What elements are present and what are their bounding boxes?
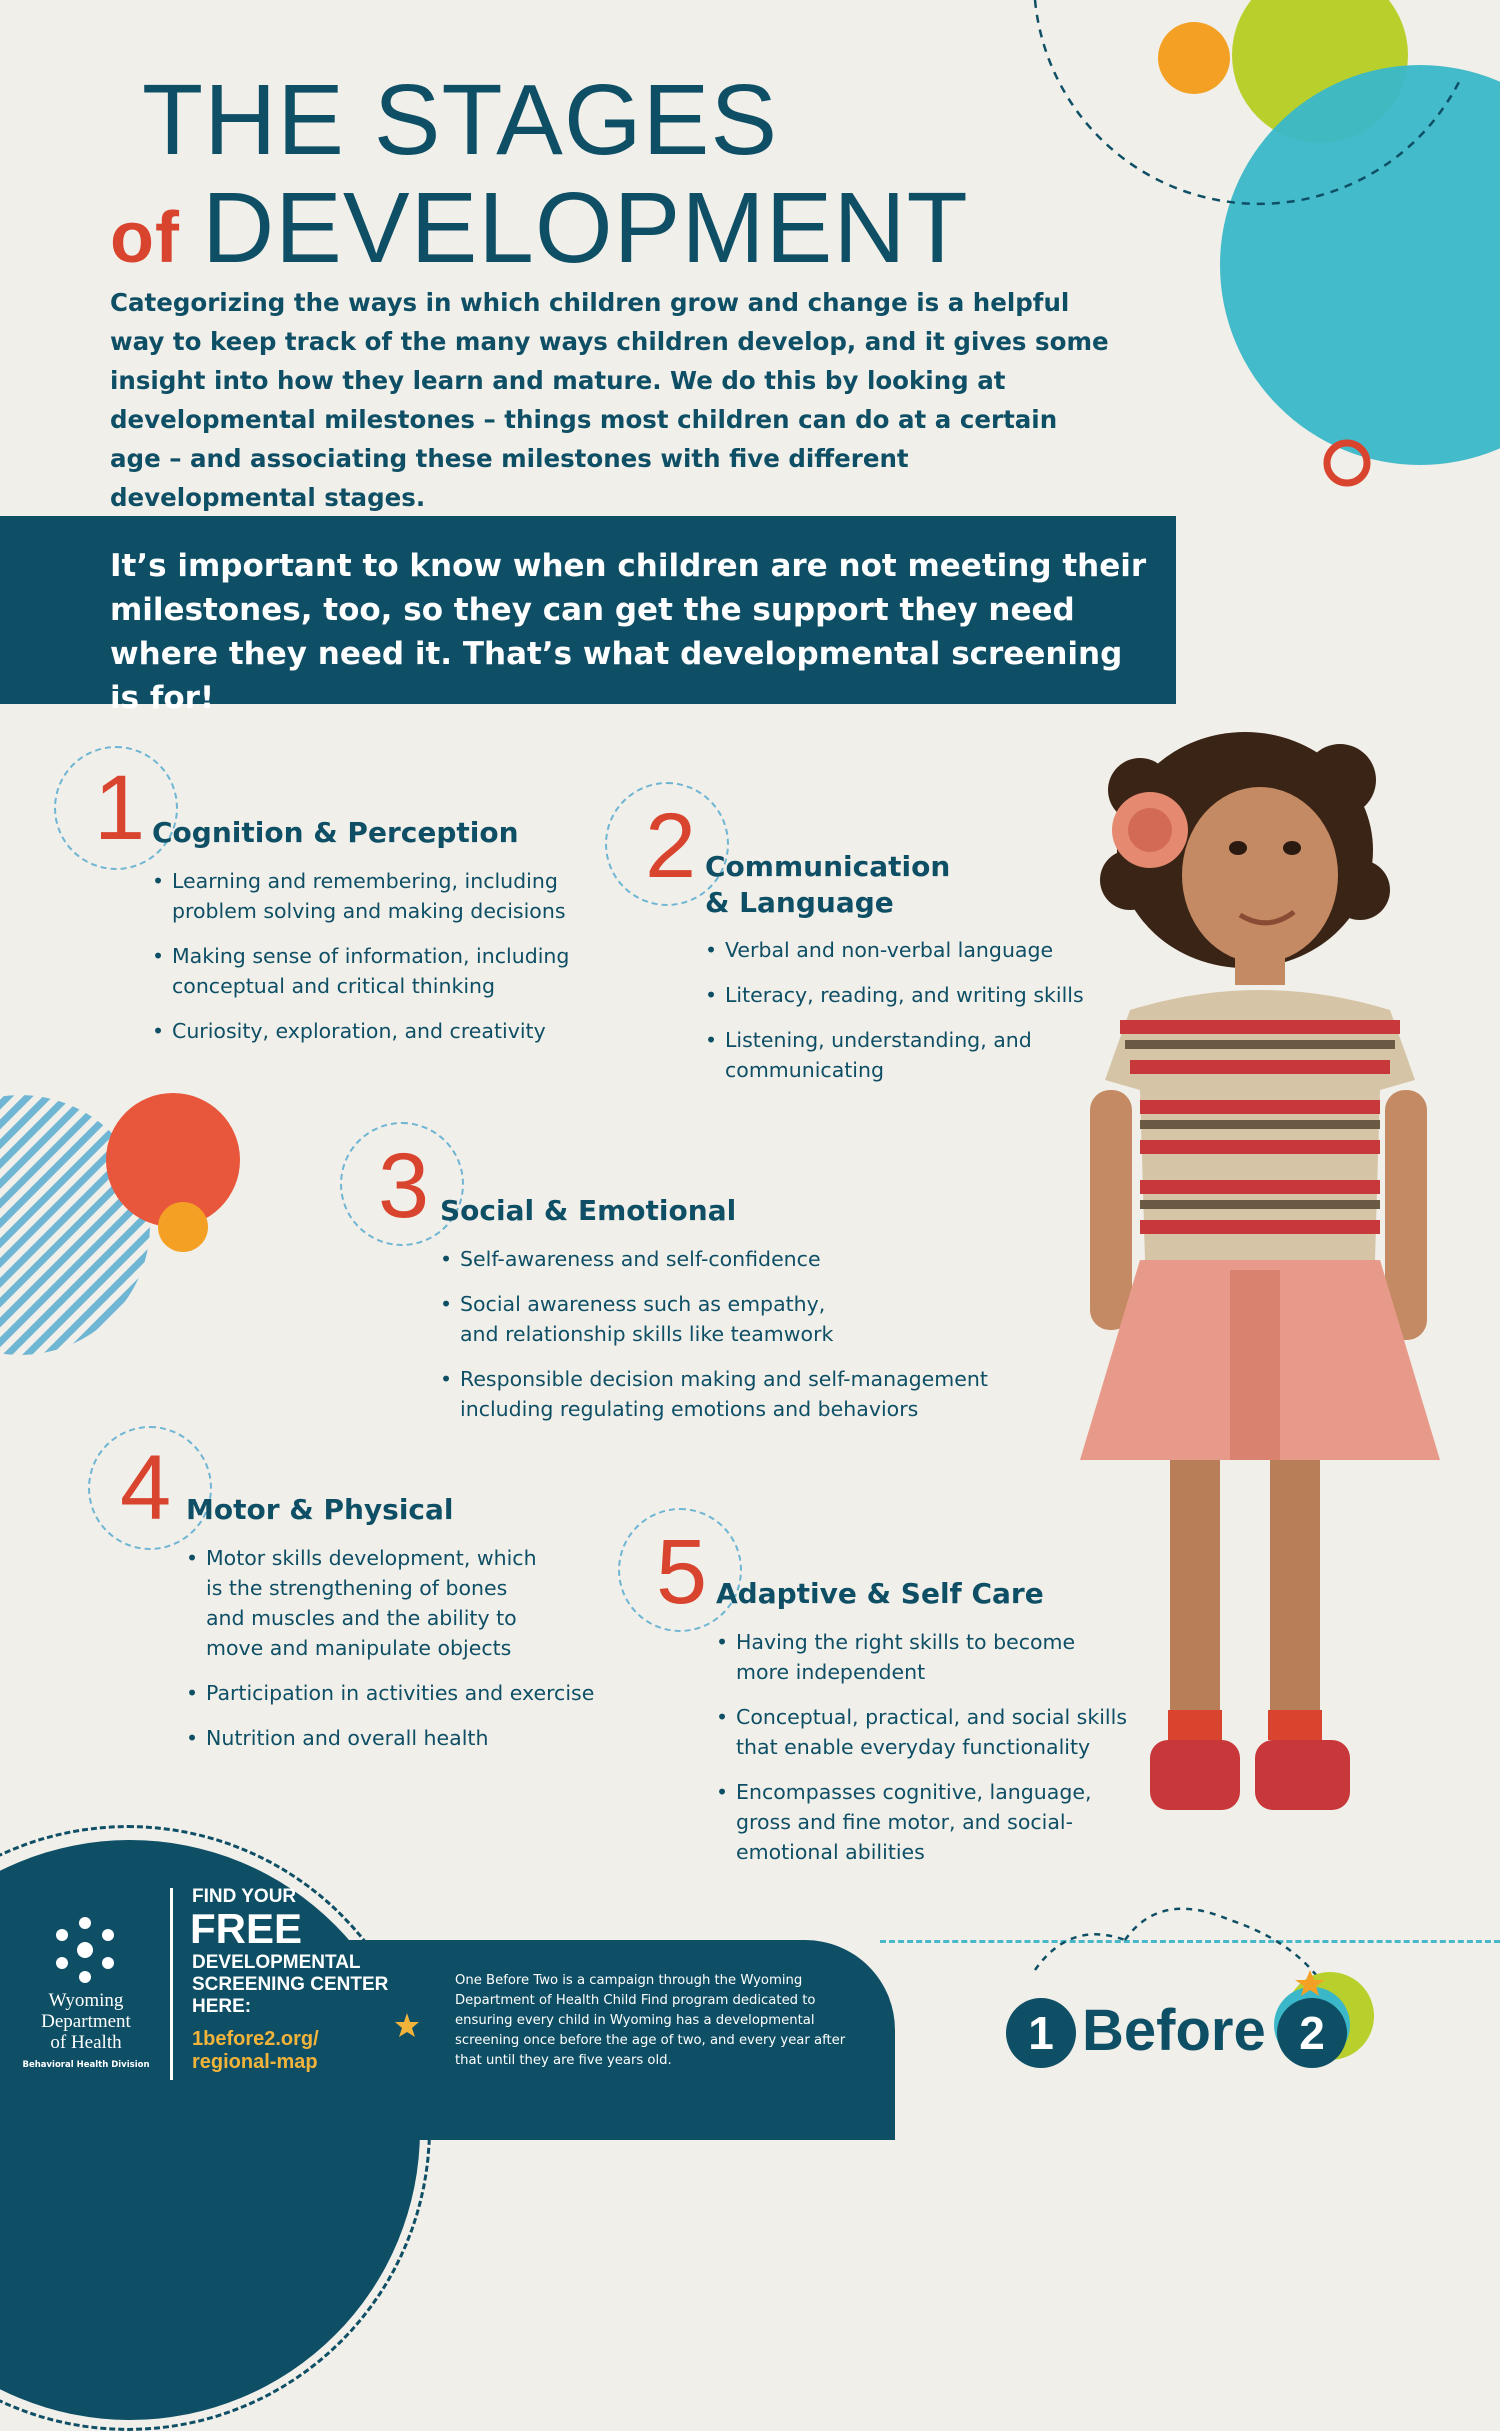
page-title-line2 xyxy=(110,172,969,284)
logo-org-line1: Wyoming xyxy=(48,1990,124,2011)
stage-title-line2: & Language xyxy=(705,886,894,919)
list-item: • Social awareness such as empathy, and relationship skills like teamwork xyxy=(440,1289,860,1349)
child-photo xyxy=(1040,720,1480,1880)
decorative-circles-left xyxy=(0,1080,250,1380)
page-title-line1: THE STAGES xyxy=(142,64,779,176)
logo-org-line2: Department xyxy=(41,2011,131,2032)
free-label: FREE xyxy=(190,1905,303,1952)
list-item: • Encompasses cognitive, language, gross and fine motor, and social-emotional abilities xyxy=(716,1777,1116,1867)
title-of: of xyxy=(110,198,180,278)
stage-title: Social & Emotional xyxy=(440,1194,737,1227)
list-item: • Motor skills development, which is the strengthening of bones and muscles and the ability to move and manipulate objects xyxy=(186,1543,551,1663)
list-item: • Conceptual, practical, and social skills that enable everyday functionality xyxy=(716,1702,1146,1762)
list-item: • Curiosity, exploration, and creativity xyxy=(152,1016,582,1046)
orange-dot xyxy=(158,1202,208,1252)
regional-map-link[interactable]: 1before2.org/ regional-map xyxy=(192,2028,319,2073)
logo-division: Behavioral Health Division xyxy=(22,2060,150,2070)
screening-center-label: DEVELOPMENTAL SCREENING CENTER HERE: xyxy=(192,1952,389,2017)
list-item: • Making sense of information, including conceptual and critical thinking xyxy=(152,941,582,1001)
footer-divider xyxy=(170,1888,173,2080)
list-item: • Verbal and non-verbal language xyxy=(705,935,1105,965)
wyoming-dept-health-logo-icon xyxy=(50,1915,120,1985)
list-item: • Participation in activities and exercise xyxy=(186,1678,606,1708)
stage-items xyxy=(186,1543,606,1768)
teal-circle xyxy=(1220,65,1500,465)
list-item: • Listening, understanding, and communicating xyxy=(705,1025,1065,1085)
stage-number: 5 xyxy=(656,1521,708,1623)
list-item: • Self-awareness and self-confidence xyxy=(440,1244,1020,1274)
stage-number: 4 xyxy=(120,1437,172,1539)
brand-word: Before xyxy=(1082,1998,1266,2063)
stage-number: 2 xyxy=(645,795,697,897)
star-icon xyxy=(394,2012,420,2038)
title-development: DEVELOPMENT xyxy=(201,172,969,284)
screening-banner xyxy=(0,516,1176,716)
campaign-description: One Before Two is a campaign through the Wyoming Department of Health Child Find program dedicated to ensuring every child in Wyoming has a developmental screening once before the age of two, and every year after that until they are five years old. xyxy=(455,1973,846,2068)
stage-title: Cognition & Perception xyxy=(152,816,519,849)
list-item: • Nutrition and overall health xyxy=(186,1723,606,1753)
orange-circle xyxy=(1158,22,1230,94)
brand-number-one: 1 xyxy=(1006,1998,1076,2068)
find-your-label: FIND YOUR xyxy=(192,1886,297,1907)
stage-number: 1 xyxy=(94,757,146,859)
banner-text: It’s important to know when children are not meeting their milestones, too, so they can get the support they need where they need it. That’s what developmental screening is for! xyxy=(110,548,1147,716)
list-item: • Responsible decision making and self-management including regulating emotions and behaviors xyxy=(440,1364,1030,1424)
stage-title: Motor & Physical xyxy=(186,1493,454,1526)
stage-items xyxy=(440,1244,1020,1439)
list-item: • Having the right skills to become more independent xyxy=(716,1627,1106,1687)
stage-items xyxy=(152,866,582,1061)
stage-title-line1: Communication xyxy=(705,850,951,883)
list-item: • Learning and remembering, including problem solving and making decisions xyxy=(152,866,582,926)
stage-title: Adaptive & Self Care xyxy=(716,1577,1044,1610)
stage-number: 3 xyxy=(378,1135,430,1237)
brand-number-two: 2 xyxy=(1277,1998,1347,2068)
list-item: • Literacy, reading, and writing skills xyxy=(705,980,1105,1010)
intro-paragraph: Categorizing the ways in which children grow and change is a helpful way to keep track of the many ways children develop, and it gives some insight into how they learn and mature. We do this by looking at developmental milestones – things most children can do at a certain age – and associating these milestones with five different developmental stages. xyxy=(110,288,1109,512)
logo-org-line3: of Health xyxy=(50,2032,122,2053)
